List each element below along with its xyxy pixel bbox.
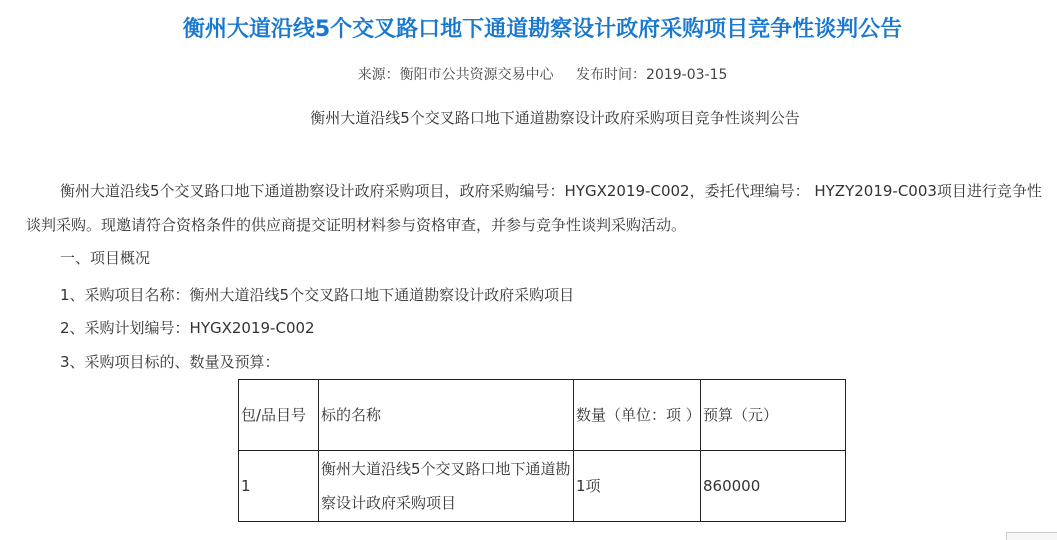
publish-time: 发布时间：2019-03-15 <box>576 67 728 83</box>
table-header-cell: 标的名称 <box>319 380 574 451</box>
table-row <box>239 451 846 522</box>
table-cell: 1 <box>239 451 319 522</box>
table-cell: 1项 <box>574 451 701 522</box>
announcement-title: 衡州大道沿线5个交叉路口地下通道勘察设计政府采购项目竞争性谈判公告 <box>182 17 903 42</box>
project-name-item: 1、采购项目名称：衡州大道沿线5个交叉路口地下通道勘察设计政府采购项目 <box>60 286 575 304</box>
budget-item-heading: 3、采购项目标的、数量及预算： <box>60 353 280 371</box>
table-cell: 860000 <box>701 451 846 522</box>
plan-number-item: 2、采购计划编号：HYGX2019-C002 <box>60 319 315 337</box>
budget-table <box>238 379 846 522</box>
table-header-cell: 数量（单位：项 ） <box>574 380 701 451</box>
table-header-cell: 包/品目号 <box>239 380 319 451</box>
article-meta <box>0 64 1057 84</box>
table-header-cell: 预算（元） <box>701 380 846 451</box>
intro-paragraph: 衡州大道沿线5个交叉路口地下通道勘察设计政府采购项目，政府采购编号：HYGX2019-C002，委托代理编号： HYZY2019-C003项目进行竞争性谈判采购。现邀请符合资格条件的供应商提交证明材料参与资格审查，并参与竞争性谈判采购活动。 <box>26 182 1042 234</box>
announcement-subtitle: 衡州大道沿线5个交叉路口地下通道勘察设计政府采购项目竞争性谈判公告 <box>310 109 800 127</box>
table-cell: 衡州大道沿线5个交叉路口地下通道勘察设计政府采购项目 <box>319 451 574 522</box>
source-label: 来源：衡阳市公共资源交易中心 <box>357 67 554 83</box>
section-heading-overview: 一、项目概况 <box>60 249 151 267</box>
table-header-row <box>239 380 846 451</box>
